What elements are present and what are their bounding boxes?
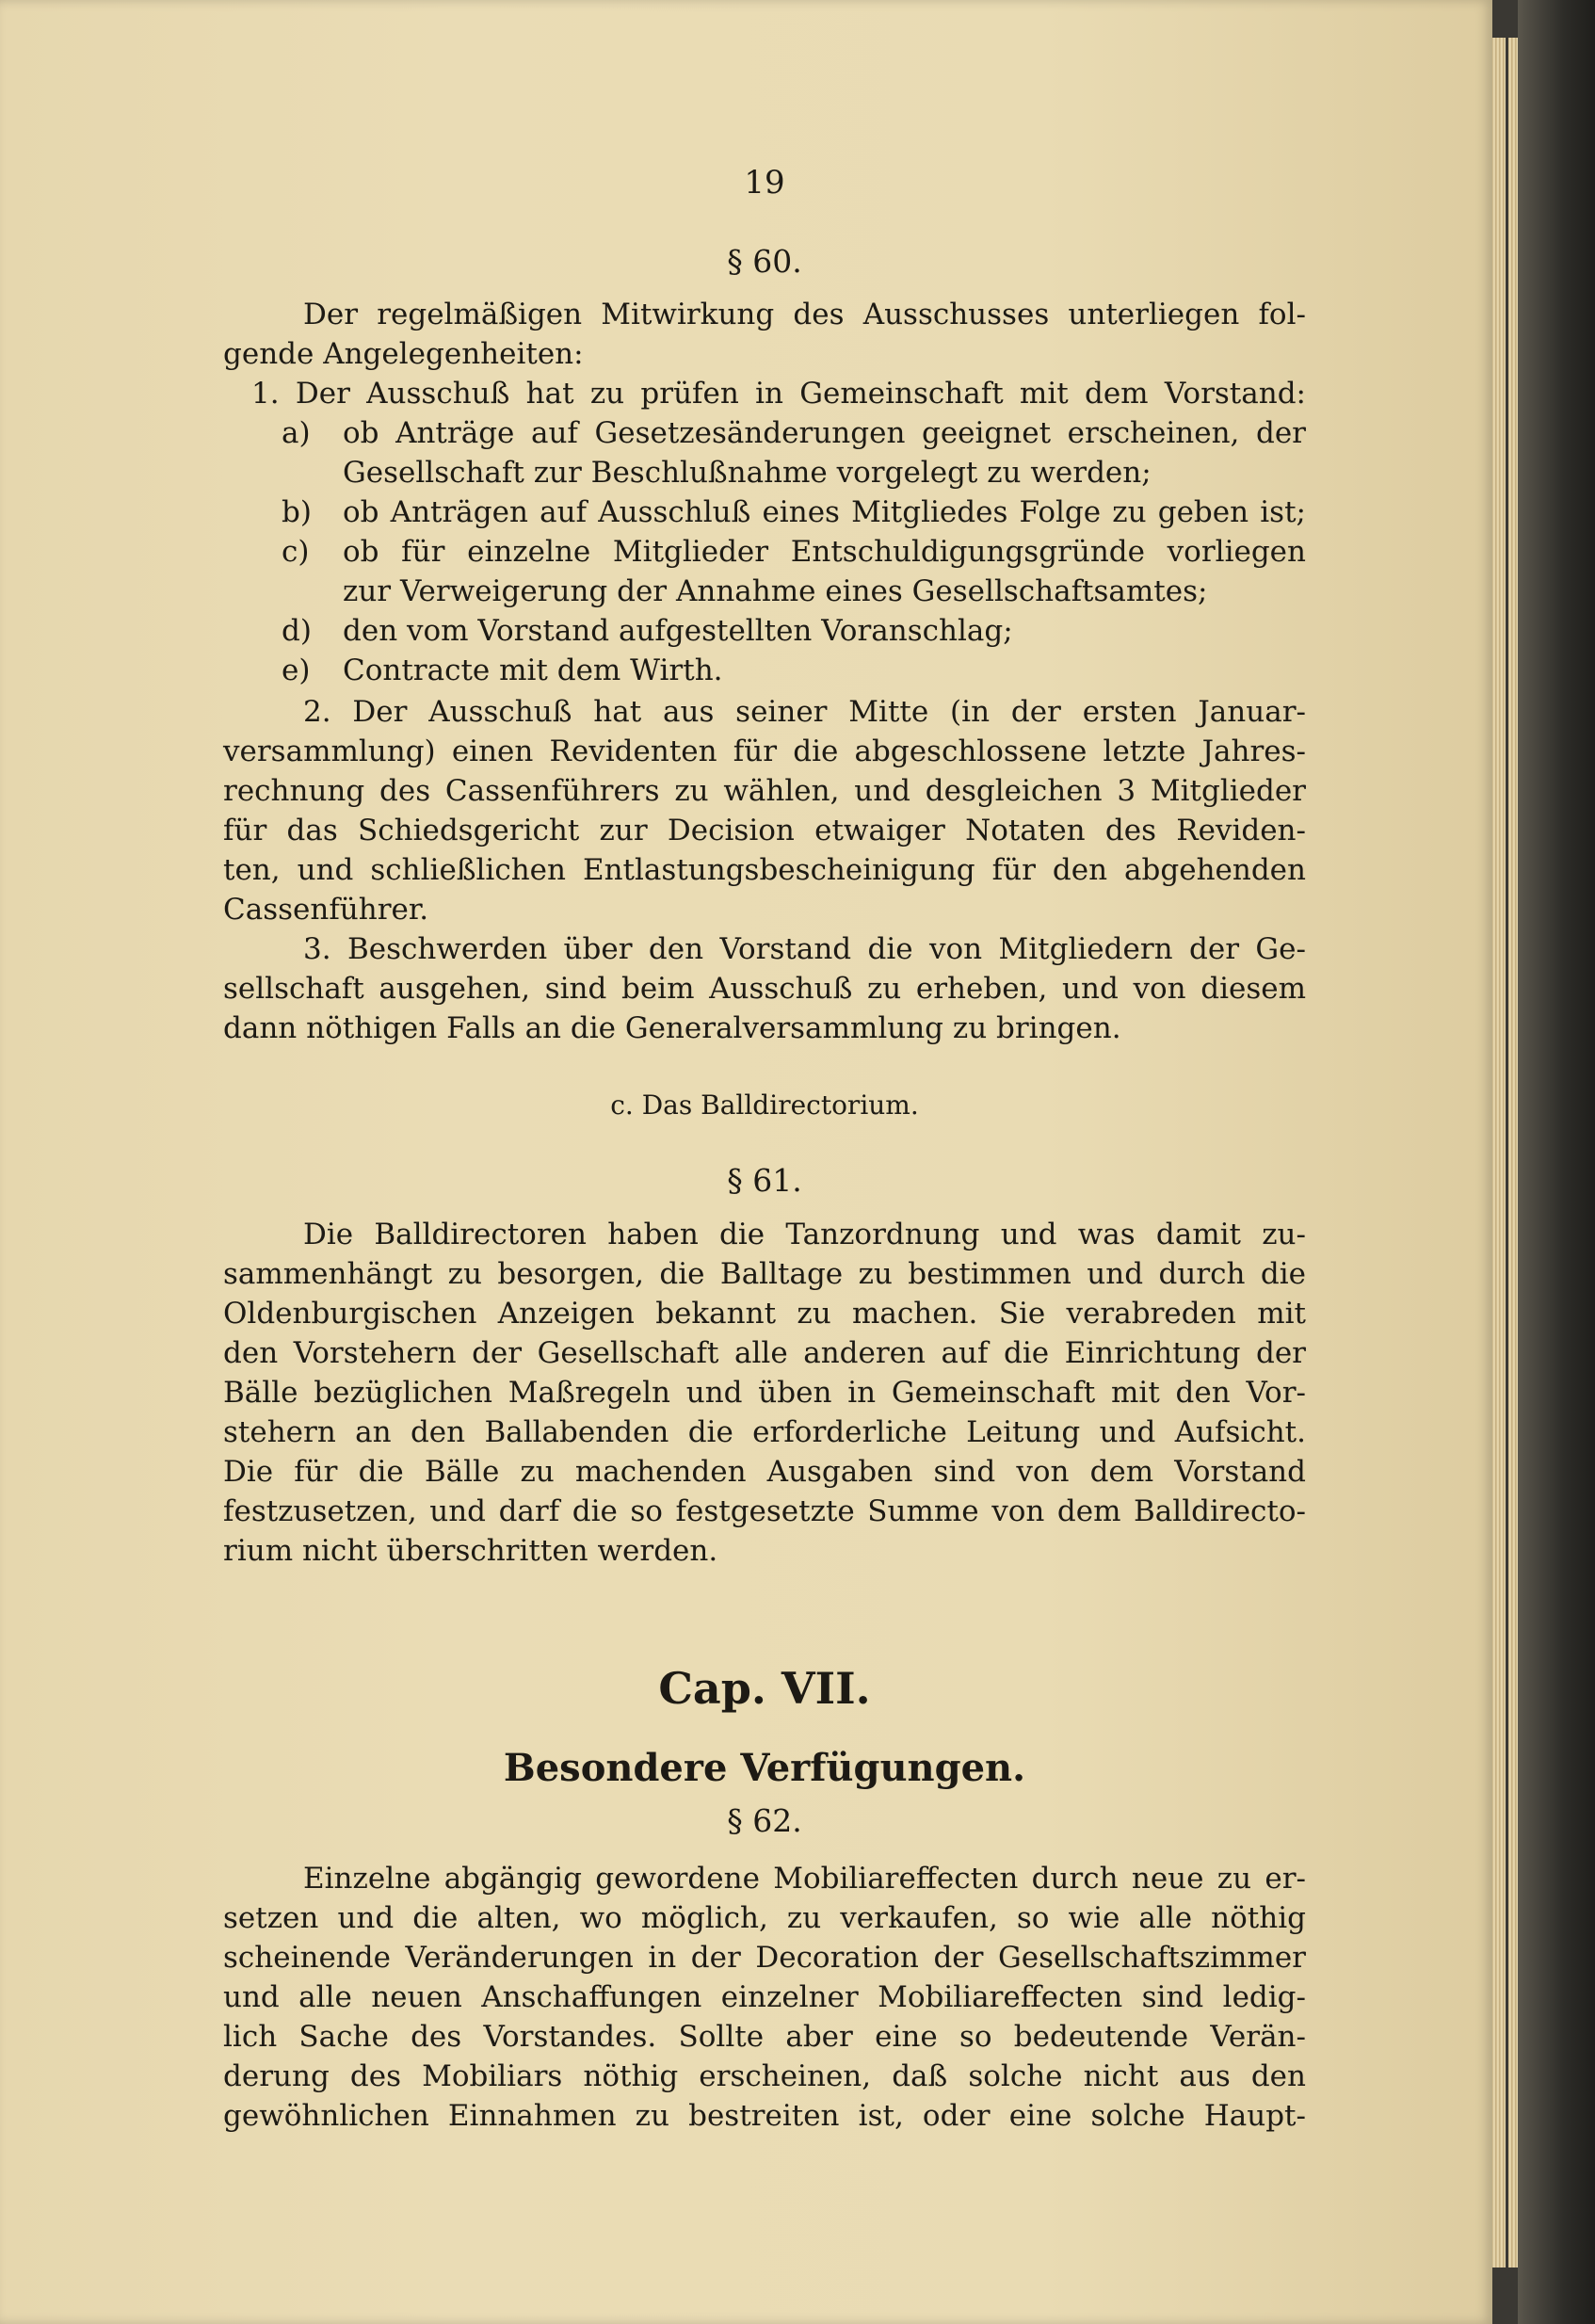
s60-item-c-label: c) — [282, 535, 310, 569]
s61-line-1: Die Balldirectoren haben die Tanzordnung und was damit zu- — [303, 1218, 1306, 1251]
s62-line-2: setzen und die alten, wo möglich, zu verkaufen, so wie alle nöthig — [223, 1901, 1306, 1935]
s60-item-d-line: den vom Vorstand aufgestellten Voranschlag; — [343, 614, 1013, 648]
s60-item-e-line: Contracte mit dem Wirth. — [343, 654, 723, 687]
section-62-heading: § 62. — [727, 1802, 802, 1839]
s60-item-a-line-2: Gesellschaft zur Beschlußnahme vorgelegt zu werden; — [343, 456, 1152, 490]
section-61-heading: § 61. — [727, 1162, 802, 1199]
s61-line-4: den Vorstehern der Gesellschaft alle anderen auf die Einrichtung der — [223, 1336, 1306, 1370]
s61-line-6: stehern an den Ballabenden die erforderliche Leitung und Aufsicht. — [223, 1415, 1306, 1449]
s62-line-6: derung des Mobiliars nöthig erscheinen, daß solche nicht aus den — [223, 2059, 1306, 2093]
s62-line-3: scheinende Veränderungen in der Decoration der Gesellschaftszimmer — [223, 1941, 1306, 1975]
s60-point-2-line-5: ten, und schließlichen Entlastungsbescheinigung für den abgehenden — [223, 853, 1306, 887]
s61-line-8: festzusetzen, und darf die so festgesetzte Summe von dem Balldirecto- — [223, 1494, 1306, 1528]
s60-intro-line-2: gende Angelegenheiten: — [223, 337, 584, 371]
subheading-balldirectorium: c. Das Balldirectorium. — [610, 1089, 919, 1121]
s60-item-c-line-2: zur Verweigerung der Annahme eines Gesellschaftsamtes; — [343, 574, 1208, 608]
chapter-title: Cap. VII. — [658, 1663, 871, 1714]
page-edges-inner — [1508, 38, 1518, 2268]
s60-point-2-line-2: versammlung) einen Revidenten für die abgeschlossene letzte Jahres- — [223, 734, 1306, 768]
page-edges — [1492, 38, 1506, 2268]
s61-line-7: Die für die Bälle zu machenden Ausgaben sind von dem Vorstand — [223, 1455, 1306, 1489]
s61-line-9: rium nicht überschritten werden. — [223, 1534, 718, 1568]
page-number: 19 — [744, 164, 785, 202]
s60-point-3-line-2: sellschaft ausgehen, sind beim Ausschuß zu erheben, und von diesem — [223, 972, 1306, 1006]
s62-line-5: lich Sache des Vorstandes. Sollte aber eine so bedeutende Verän- — [223, 2020, 1306, 2054]
s61-line-5: Bälle bezüglichen Maßregeln und üben in Gemeinschaft mit den Vor- — [223, 1376, 1306, 1410]
s60-point-2-line-4: für das Schiedsgericht zur Decision etwaiger Notaten des Reviden- — [223, 814, 1306, 847]
s60-item-e-label: e) — [282, 654, 311, 687]
s60-point-1: 1. Der Ausschuß hat zu prüfen in Gemeinschaft mit dem Vorstand: — [251, 377, 1306, 411]
s60-point-3-line-1: 3. Beschwerden über den Vorstand die von Mitgliedern der Ge- — [303, 932, 1306, 966]
s60-point-2-line-3: rechnung des Cassenführers zu wählen, und desgleichen 3 Mitglieder — [223, 774, 1306, 808]
s60-item-a-line-1: ob Anträge auf Gesetzesänderungen geeignet erscheinen, der — [343, 416, 1306, 450]
s60-item-b-line: ob Anträgen auf Ausschluß eines Mitgliedes Folge zu geben ist; — [343, 495, 1306, 529]
s60-point-3-line-3: dann nöthigen Falls an die Generalversammlung zu bringen. — [223, 1011, 1121, 1045]
s60-intro-line-1: Der regelmäßigen Mitwirkung des Ausschusses unterliegen fol- — [303, 298, 1306, 331]
s60-point-2-line-1: 2. Der Ausschuß hat aus seiner Mitte (in der ersten Januar- — [303, 695, 1306, 729]
s60-item-a-label: a) — [282, 416, 311, 450]
section-60-heading: § 60. — [727, 243, 802, 280]
s60-item-c-line-1: ob für einzelne Mitglieder Entschuldigungsgründe vorliegen — [343, 535, 1306, 569]
s62-line-1: Einzelne abgängig gewordene Mobiliareffecten durch neue zu er- — [303, 1862, 1306, 1896]
book-spine — [1518, 0, 1595, 2324]
s61-line-3: Oldenburgischen Anzeigen bekannt zu machen. Sie verabreden mit — [223, 1297, 1306, 1331]
chapter-subtitle: Besondere Verfügungen. — [503, 1746, 1026, 1790]
s62-line-4: und alle neuen Anschaffungen einzelner Mobiliareffecten sind ledig- — [223, 1980, 1306, 2014]
s61-line-2: sammenhängt zu besorgen, die Balltage zu bestimmen und durch die — [223, 1257, 1306, 1291]
s60-point-2-line-6: Cassenführer. — [223, 893, 429, 927]
s60-item-b-label: b) — [282, 495, 312, 529]
s60-item-d-label: d) — [282, 614, 312, 648]
s62-line-7: gewöhnlichen Einnahmen zu bestreiten ist, oder eine solche Haupt- — [223, 2099, 1306, 2133]
